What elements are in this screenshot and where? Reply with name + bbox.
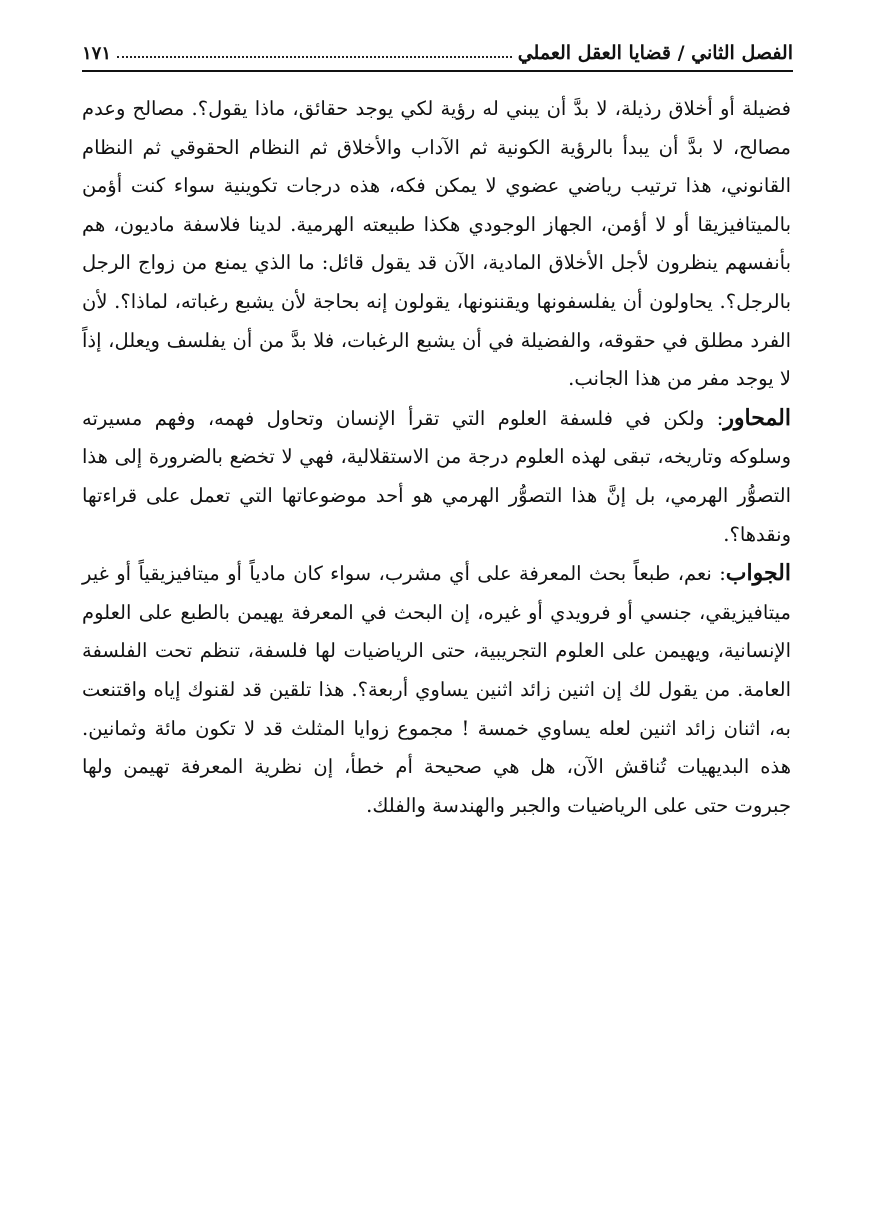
page-number: ١٧١: [82, 43, 112, 64]
header-leader-dots: [117, 55, 512, 58]
speaker-label-interviewer: المحاور: [723, 404, 791, 431]
speaker-label-answer: الجواب: [725, 560, 791, 587]
paragraph-continuation: فضيلة أو أخلاق رذيلة، لا بدَّ أن يبني له رؤية لكي يوجد حقائق، ماذا يقول؟. مصالح وعدم مصالح، لا بدَّ أن يبدأ بالرؤية الكونية ثم الآداب والأخلاق ثم النظام الحقوقي ثم النظام القانوني، هذا ترتيب رياضي عضوي لا يمكن فكه، هذه درجات تكوينية سواء كنت أؤمن بالميتافيزيقا أو لا أؤمن، الجهاز الوجودي هكذا طبيعته الهرمية. لدينا فلاسفة ماديون، هم بأنفسهم ينظرون لأجل الأخلاق المادية، الآن قد يقول قائل: ما الذي يمنع من زواج الرجل بالرجل؟. يحاولون أن يفلسفونها ويقننونها، يقولون إنه بحاجة لأن يشبع رغباته، لماذا؟. لأن الفرد مطلق في حقوقه، والفضيلة في أن يشبع الرغبات، فلا بدَّ من أن يفلسف ويعلل، إذاً لا يوجد مفر من هذا الجانب.: [82, 97, 791, 391]
running-header: [82, 30, 793, 64]
paragraph-interviewer: [82, 399, 791, 554]
interviewer-question: : ولكن في فلسفة العلوم التي تقرأ الإنسان وتحاول فهمه، وفهم مسيرته وسلوكه وتاريخه، تبقى لهذه العلوم درجة من الاستقلالية، فهي لا تخضع بالضرورة إلى هذا التصوُّر الهرمي، بل إنَّ هذا التصوُّر الهرمي هو أحد موضوعاتها التي تعمل على قراءتها ونقدها؟.: [82, 406, 791, 546]
answer-text: : نعم، طبعاً بحث المعرفة على أي مشرب، سواء كان مادياً أو ميتافيزيقياً أو غير ميتافيزيقي، جنسي أو فرويدي أو غيره، إن البحث في المعرفة يهيمن بالطبع على العلوم الإنسانية، ويهيمن على العلوم التجريبية، حتى الرياضيات لها فلسفة، تنظم تحت الفلسفة العامة. من يقول لك إن اثنين زائد اثنين يساوي أربعة؟. هذا تلقين قد لقنوك إياه واقتنعت به، اثنان زائد اثنين لعله يساوي خمسة ! مجموع زوايا المثلث قد لا تكون مائة وثمانين. هذه البديهيات تُناقش الآن، هل هي صحيحة أم خطأ، إن نظرية المعرفة تهيمن ولها جبروت حتى على الرياضيات والجبر والهندسة والفلك.: [82, 562, 791, 817]
chapter-title: الفصل الثاني / قضايا العقل العملي: [517, 42, 793, 64]
page-body: [82, 90, 791, 825]
paragraph-answer: [82, 554, 791, 825]
header-rule: [82, 70, 793, 72]
